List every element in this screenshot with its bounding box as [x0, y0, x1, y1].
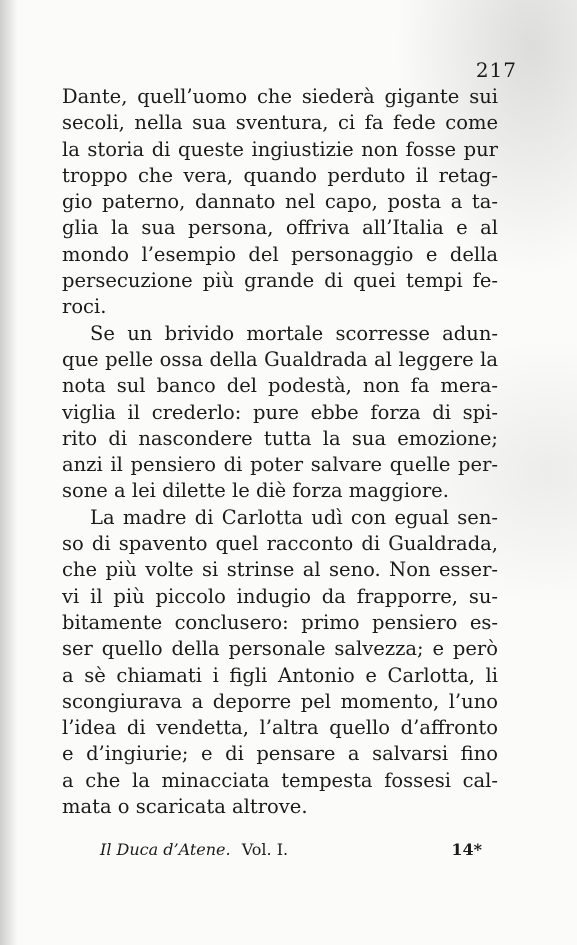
text-line: rito di nascondere tutta la sua emozione; [62, 426, 498, 450]
text-line: nota sul banco del podestà, non fa mera- [62, 374, 498, 398]
text-line: scongiurava a deporre pel momento, l’uno [62, 689, 498, 713]
page-number: 217 [475, 58, 517, 82]
text-line: bitamente conclusero: primo pensiero es- [62, 610, 498, 634]
text-line: que pelle ossa della Gualdrada al leggere la [62, 347, 498, 371]
text-line: a sè chiamati i figli Antonio e Carlotta, li [62, 663, 498, 687]
text-line: vi il più piccolo indugio da frapporre, su- [62, 584, 498, 608]
text-line: viglia il crederlo: pure ebbe forza di spi- [62, 400, 498, 424]
text-line: Dante, quell’uomo che siederà gigante sui [62, 85, 498, 108]
running-title: Il Duca d’Atene. [100, 840, 231, 859]
text-line: la storia di queste ingiustizie non fosse pur [62, 137, 498, 161]
text-line: a che la minacciata tempesta fossesi cal- [62, 768, 498, 792]
page-footer [100, 840, 482, 859]
text-line: persecuzione più grande di quei tempi fe- [62, 269, 498, 293]
text-line: che più volte si strinse al seno. Non esser- [62, 558, 498, 582]
text-line: mata o scaricata altrove. [62, 795, 308, 819]
text-line: La madre di Carlotta udì con egual sen- [90, 505, 498, 529]
text-line: l’idea di vendetta, l’altra quello d’affronto [62, 716, 498, 740]
signature-mark: 14* [451, 840, 482, 859]
text-line: Se un brivido mortale scorresse adun- [90, 321, 498, 345]
text-line: roci. [62, 295, 107, 319]
text-line: sone a lei dilette le diè forza maggiore. [62, 479, 449, 503]
volume-label: Vol. I. [241, 840, 289, 859]
text-line: e d’ingiurie; e di pensare a salvarsi fino [62, 742, 498, 766]
text-line: gio paterno, dannato nel capo, posta a ta- [62, 190, 498, 214]
text-line: ser quello della personale salvezza; e però [62, 637, 498, 661]
text-line: troppo che vera, quando perduto il retag- [62, 163, 498, 187]
text-line: mondo l’esempio del personaggio e della [62, 242, 498, 266]
text-line: secoli, nella sua sventura, ci fa fede come [62, 111, 498, 135]
text-line: so di spavento quel racconto di Gualdrada, [62, 532, 498, 556]
body-text [62, 84, 498, 820]
text-line: anzi il pensiero di poter salvare quelle per- [62, 453, 498, 477]
page-gutter-shadow [0, 0, 18, 945]
text-line: glia la sua persona, offriva all’Italia e al [62, 216, 498, 240]
